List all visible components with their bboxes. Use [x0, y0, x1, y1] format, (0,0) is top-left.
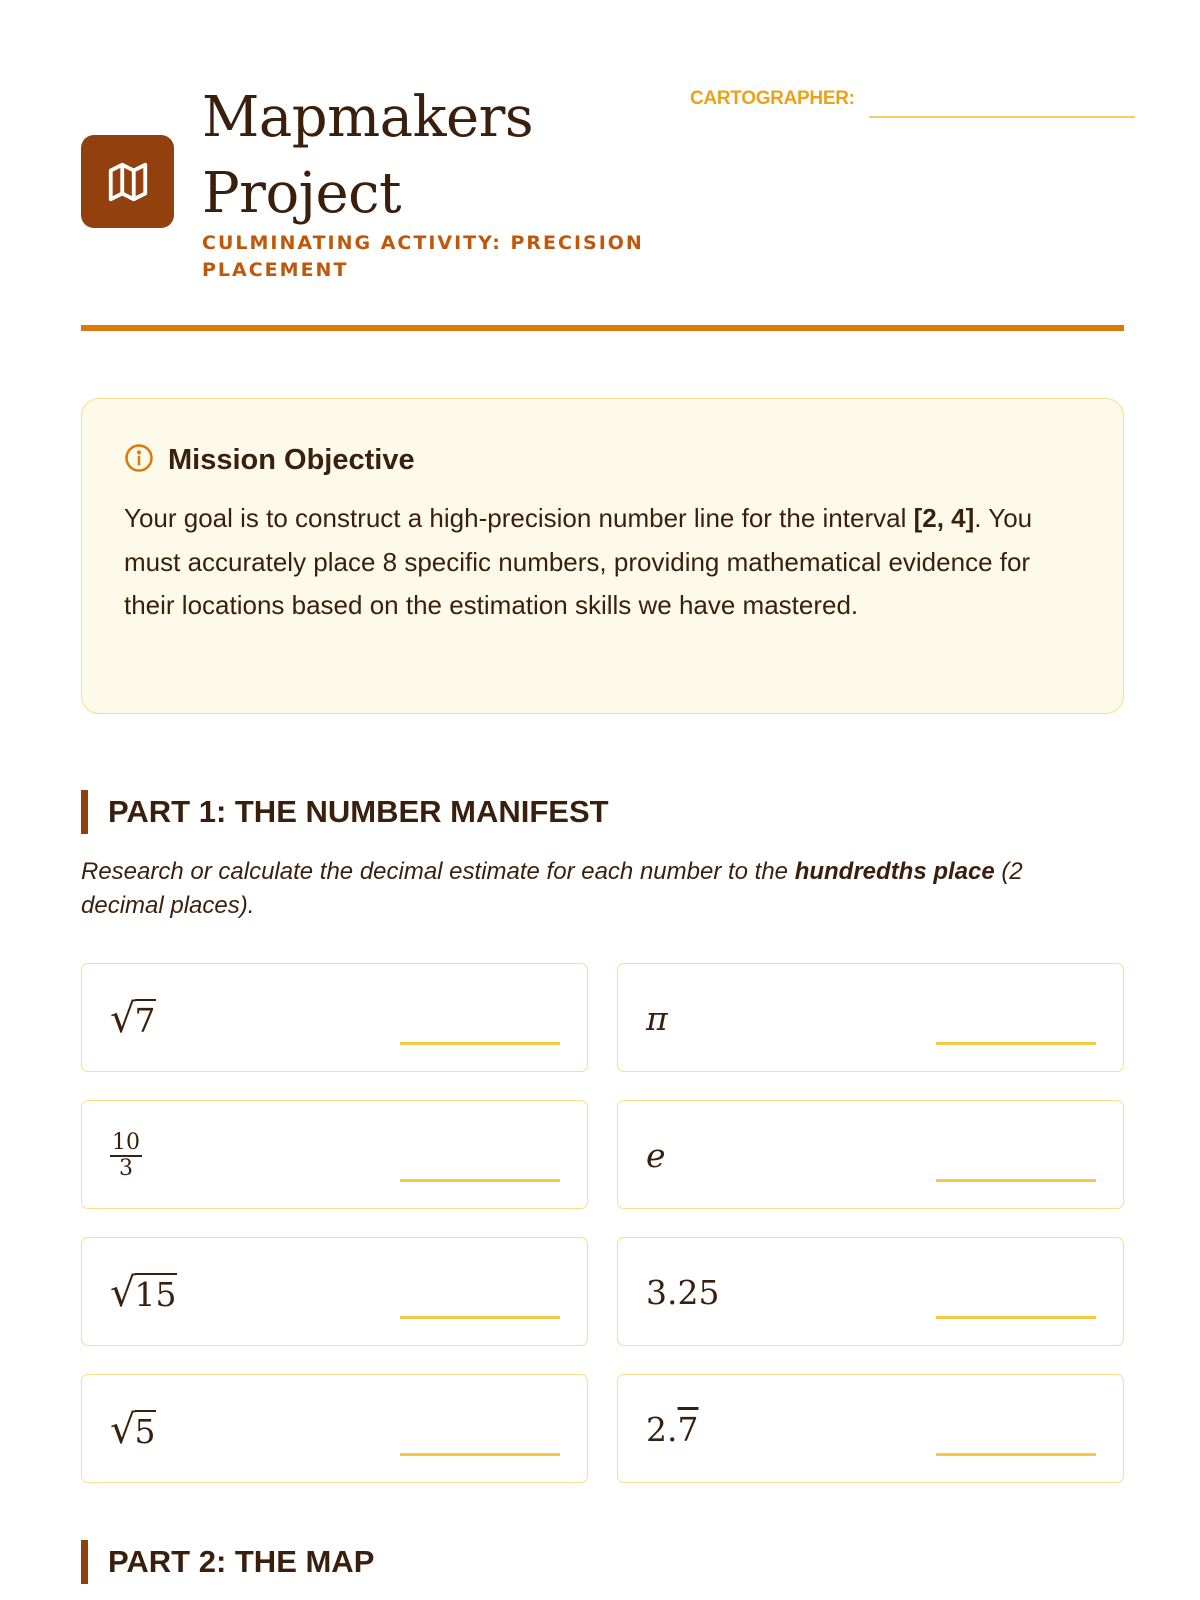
cartographer-field — [690, 88, 1135, 110]
number-card-e — [617, 1100, 1124, 1209]
page-header — [81, 0, 1124, 330]
instr-emphasis: hundredths place — [794, 858, 995, 885]
number-expression — [110, 1375, 156, 1484]
mission-objective-box — [81, 398, 1124, 714]
answer-blank[interactable] — [936, 1042, 1096, 1045]
part1-heading: PART 1: THE NUMBER MANIFEST — [81, 790, 1151, 834]
answer-blank[interactable] — [400, 1179, 560, 1182]
mission-text-end: . You must accurately place 8 specific numbers, providing mathematical evidence for their locations based on the estimation skills we have mastered. — [124, 503, 1033, 620]
radical-sign: √ — [110, 1406, 136, 1453]
number-expression — [110, 1101, 142, 1210]
part1-instructions — [81, 855, 1081, 923]
header-divider — [81, 325, 1124, 331]
cartographer-label: CARTOGRAPHER: — [690, 88, 855, 109]
page-title — [202, 80, 533, 232]
answer-blank[interactable] — [936, 1453, 1096, 1456]
mission-text — [124, 497, 1083, 628]
instr-start: Research or calculate the decimal estimate for each number to the — [81, 858, 795, 885]
radical-sign: √ — [110, 1269, 136, 1316]
mission-interval: [2, 4] — [913, 503, 975, 533]
radical-sign: √ — [110, 995, 136, 1042]
page-subtitle: CULMINATING ACTIVITY: PRECISION PLACEMENT — [202, 232, 644, 281]
number-expression: 3.25 — [646, 1273, 720, 1312]
number-expression — [646, 1375, 699, 1484]
radicand: 7 — [134, 1000, 156, 1040]
number-expression: π — [646, 999, 668, 1038]
number-expression: e — [646, 1136, 666, 1175]
title-line-2: Project — [202, 161, 402, 226]
number-card-sqrt15 — [81, 1237, 588, 1346]
number-card-sqrt5 — [81, 1374, 588, 1483]
cartographer-blank[interactable] — [869, 116, 1135, 118]
answer-blank[interactable] — [400, 1042, 560, 1045]
denominator: 3 — [119, 1155, 133, 1181]
instr-end: (2 decimal places). — [81, 858, 1023, 919]
mission-header — [124, 443, 1083, 477]
number-card-sqrt7 — [81, 963, 588, 1072]
number-manifest-grid — [81, 963, 1124, 1483]
number-card-pi — [617, 963, 1124, 1072]
number-expression — [110, 964, 156, 1073]
mission-title: Mission Objective — [168, 443, 415, 476]
map-icon — [81, 135, 174, 228]
numerator: 10 — [112, 1129, 140, 1155]
radicand: 5 — [134, 1411, 156, 1451]
answer-blank[interactable] — [936, 1316, 1096, 1319]
number-card-ten-thirds — [81, 1100, 588, 1209]
repeating-digit: 7 — [677, 1410, 699, 1449]
part2-heading: PART 2: THE MAP — [81, 1540, 1151, 1584]
mission-text-start: Your goal is to construct a high-precision number line for the interval — [124, 503, 914, 533]
answer-blank[interactable] — [400, 1453, 560, 1456]
worksheet-page — [81, 0, 1124, 1600]
answer-blank[interactable] — [400, 1316, 560, 1319]
title-line-1: Mapmakers — [202, 85, 534, 150]
info-icon — [124, 443, 154, 477]
number-card-repeating-decimal — [617, 1374, 1124, 1483]
radicand: 15 — [134, 1274, 177, 1314]
number-card-3-25 — [617, 1237, 1124, 1346]
answer-blank[interactable] — [936, 1179, 1096, 1182]
number-expression — [110, 1238, 177, 1347]
decimal-base: 2. — [646, 1410, 678, 1449]
